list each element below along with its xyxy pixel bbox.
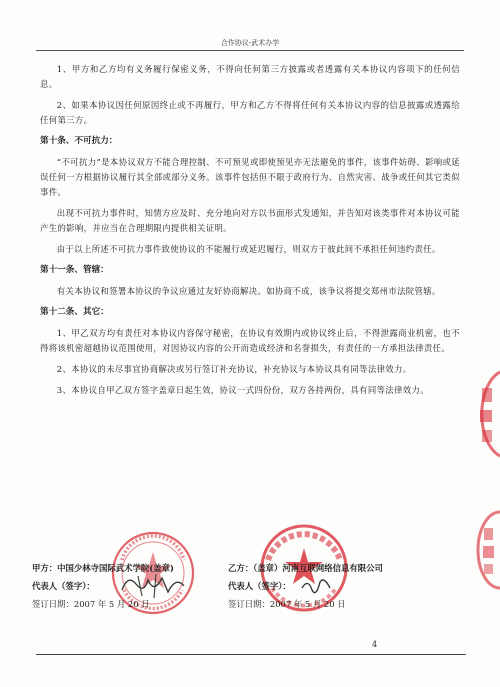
party-b-sign-date: 签订日期：2007 年 5 月 20 日 — [228, 599, 346, 609]
party-b-label: 乙方：（盖章）河南互联网络信息有限公司 — [228, 563, 383, 573]
section-heading: 第十二条、其它： — [40, 307, 109, 317]
paragraph: 1、甲乙双方均有责任对本协议内容保守秘密，在协议有效期内或协议终止后，不得泄露商业机密，也不得将该机密超越协议范围使用，对因协议内容的公开而造成经济和名誉损失，有责任的一方承担法律责任。 — [40, 328, 460, 353]
party-a-signature-icon — [118, 570, 188, 600]
paragraph: 由于以上所述不可抗力事件致使协议的不能履行或延迟履行，则双方于彼此间不承担任何违约责任。 — [56, 244, 441, 254]
party-b-rep-label: 代表人（签字）： — [228, 581, 291, 591]
paragraph: 3、本协议自甲乙双方签字盖章日起生效，协议一式四份份，双方各持两份，具有同等法律效力。 — [56, 385, 429, 395]
header-divider — [36, 50, 464, 51]
section-heading: 第十条、不可抗力： — [40, 136, 118, 146]
paragraph: 1、甲方和乙方均有义务履行保密义务，不得向任何第三方披露或者透露有关本协议内容项下的任何信息。 — [40, 64, 460, 89]
party-b-signature-icon — [298, 574, 334, 600]
paragraph: “不可抗力”是本协议双方不能合理控制、不可预见或即使预见亦无法避免的事件，该事件妨碍、影响或延误任何一方根据协议履行其全部或部分义务。该事件包括但不限于政府行为、自然灾害、战争或任何其它类似事件。 — [40, 157, 460, 197]
page-number: 4 — [372, 640, 378, 649]
document-body — [40, 62, 460, 398]
party-a-label: 甲方：中国少林寺国际武术学院(盖章) — [32, 563, 174, 573]
footer-divider — [36, 654, 466, 655]
page-header: 合作协议-武术办学 — [220, 39, 280, 47]
paragraph: 有关本协议和签署本协议的争议应通过友好协商解决。如协商不成，该争议将提交郑州市法院管辖。 — [56, 286, 441, 296]
paragraph: 2、本协议的未尽事宜协商解决或另行签订补充协议，补充协议与本协议具有同等法律效力。 — [56, 364, 412, 374]
party-a-sign-date: 签订日期：2007 年 5 月 20 日 — [32, 599, 150, 609]
edge-seal-icon — [470, 368, 500, 460]
party-a-rep-label: 代表人（签字）： — [32, 581, 95, 591]
paragraph: 2、如果本协议因任何原因终止或不再履行，甲方和乙方不得将任何有关本协议内容的信息披露或透露给任何第三方。 — [40, 100, 460, 125]
section-heading: 第十一条、管辖： — [40, 265, 109, 275]
paragraph: 出现不可抗力事件时，知情方应及时、充分地向对方以书面形式发通知，并告知对该类事件对本协议可能产生的影响，并应当在合理期限内提供相关证明。 — [40, 208, 460, 233]
edge-seal-icon — [474, 510, 500, 590]
